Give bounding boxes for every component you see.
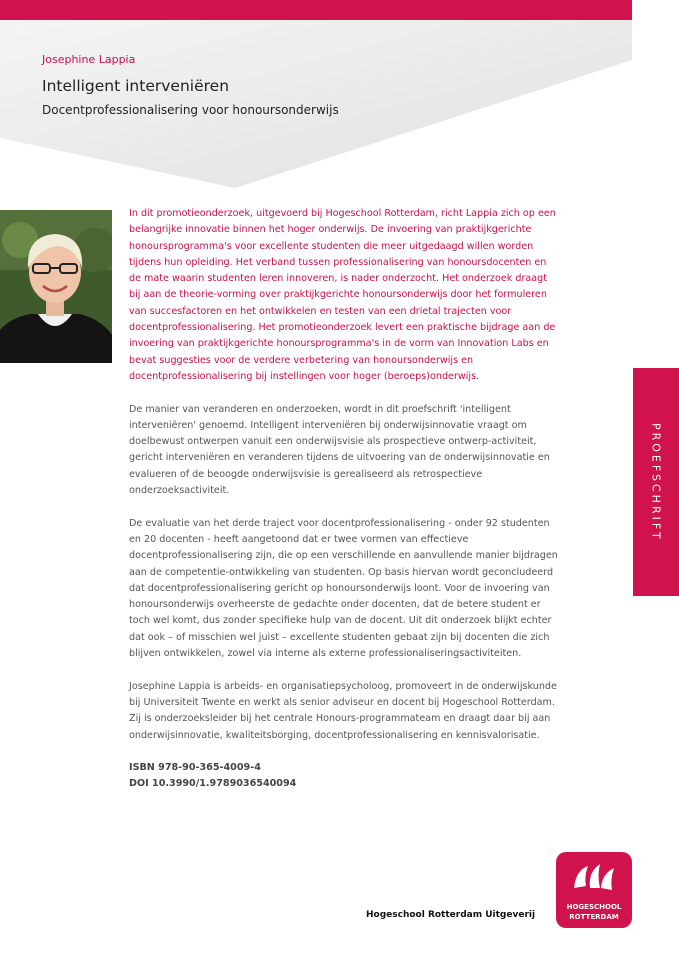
paragraph-method: De manier van veranderen en onderzoeken, wordt in dit proefschrift 'intelligent interveniëren' genoemd. Intelligent interveniëren bij onderwijsinnovatie vraagt om doelbewust ontwerpen vanuit een onderwijsvisie als prospectieve ontwerp-activiteit, gericht interveniëren en veranderen tijdens de uitvoering van de onderwijsinnovatie en evalueren of de beoogde onderwijsvisie is gerealiseerd als retrospectieve onderzoeksactiviteit. xyxy=(129,403,550,497)
logo-mark-icon xyxy=(570,858,618,898)
side-tab-label-wrap xyxy=(633,368,679,596)
doi: DOI 10.3990/1.9789036540094 xyxy=(129,778,297,790)
hogeschool-rotterdam-logo xyxy=(556,852,632,928)
isbn: ISBN 978-90-365-4009-4 xyxy=(129,762,261,774)
paragraph-evaluation: De evaluatie van het derde traject voor docentprofessionalisering - onder 92 studenten en 20 docenten - heeft aangetoond dat er twee vormen van effectieve docentprofessionalisering zijn, die op een verschillende en aanvullende manier bijdragen aan de competentie-ontwikkeling van studenten. Op basis hiervan wordt geconcludeerd dat docentprofessionalisering gericht op honoursonderwijs loont. Voor de invoering van honoursonderwijs overheerste de gedachte onder docenten, dat de betere student er toch wel komt, dus zonder specifieke hulp van de docent. Uit dit onderzoek blijkt echter dat ook – of misschien wel juist – excellente studenten gebaat zijn bij docenten die zich blijven ontwikkelen, zowel via interne als externe professionaliseringsactiviteiten. xyxy=(129,517,558,660)
author-name: Josephine Lappia xyxy=(42,53,136,66)
author-photo xyxy=(0,210,112,363)
paragraph-author-bio: Josephine Lappia is arbeids- en organisatiepsycholoog, promoveert in de onderwijskunde bij Universiteit Twente en werkt als senior adviseur en docent bij Hogeschool Rotterdam. Zij is onderzoeksleider bij het centrale Honours-programmateam en draagt daar bij aan onderwijsinnovatie, kwaliteitsborging, docentprofessionalisering en kennisvalorisatie. xyxy=(129,680,557,741)
book-subtitle: Docentprofessionalisering voor honoursonderwijs xyxy=(42,103,339,117)
logo-text-line2: ROTTERDAM xyxy=(569,913,619,921)
logo-text-line1: HOGESCHOOL xyxy=(566,903,622,911)
back-cover-text xyxy=(129,206,561,793)
top-accent-bar xyxy=(0,0,632,20)
intro-paragraph: In dit promotieonderzoek, uitgevoerd bij Hogeschool Rotterdam, richt Lappia zich op een belangrijke innovatie binnen het hoger onderwijs. De invoering van praktijkgerichte honoursprogramma's voor excellente studenten die meer uitgedaagd willen worden tijdens hun opleiding. Het verband tussen professionalisering van honoursdocenten en de mate waarin studenten leren innoveren, is nader onderzocht. Het onderzoek draagt bij aan de theorie-vorming over praktijkgerichte honoursonderwijs door het formuleren van succesfactoren en het ontwikkelen en testen van een drietal trajecten voor docentprofessionalisering. Het promotieonderzoek levert een praktische bijdrage aan de invoering van praktijkgerichte honoursprogramma's in de vorm van Innovation Labs en bevat suggesties voor de verdere verbetering van honoursonderwijs en docentprofessionalisering bij instellingen voor hoger (beroeps)onderwijs. xyxy=(129,208,556,382)
side-tab-label: PROEFSCHRIFT xyxy=(649,422,663,542)
book-title: Intelligent interveniëren xyxy=(42,77,230,95)
publisher-name: Hogeschool Rotterdam Uitgeverij xyxy=(366,910,536,920)
